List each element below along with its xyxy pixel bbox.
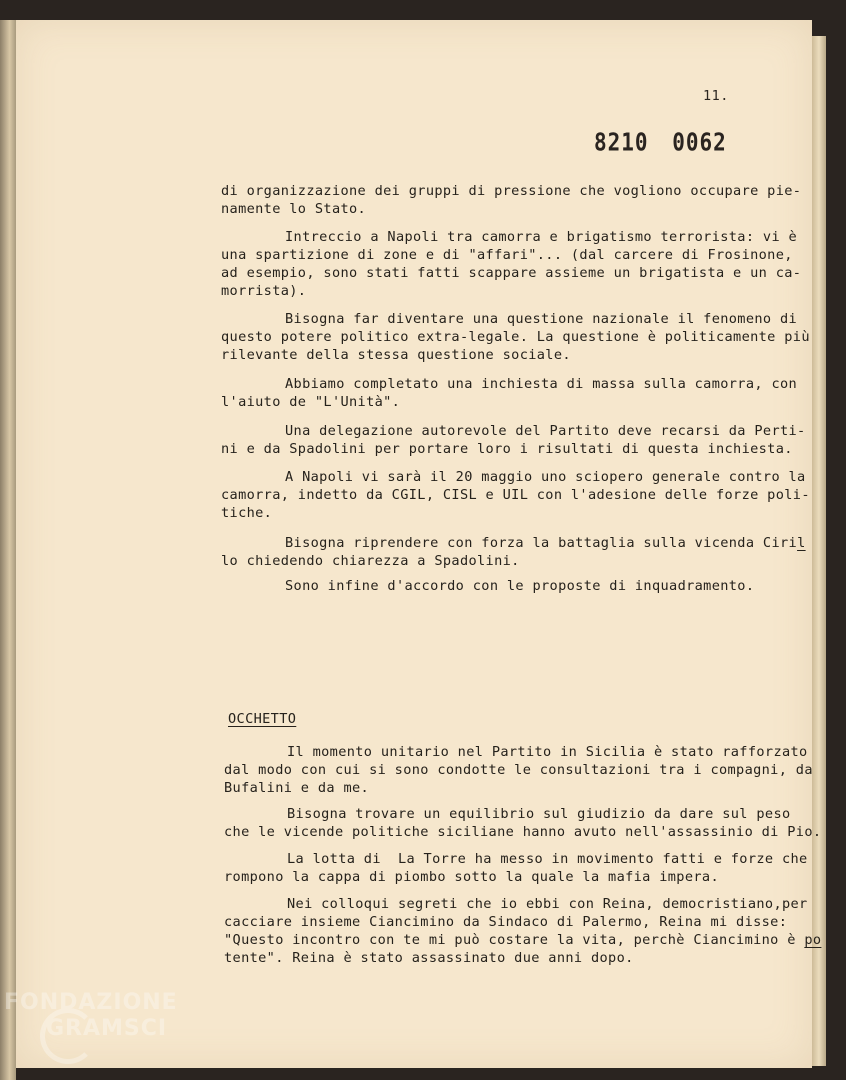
underlined-text: po <box>804 932 822 948</box>
text-line: Nei colloqui segreti che io ebbi con Reina, democristiano,per <box>287 896 808 912</box>
text-line: camorra, indetto da CGIL, CISL e UIL con l'adesione delle forze poli- <box>221 487 810 503</box>
text-line: tiche. <box>221 505 273 521</box>
text-line: lo chiedendo chiarezza a Spadolini. <box>221 553 520 569</box>
text-line: Il momento unitario nel Partito in Sicilia è stato rafforzato <box>287 744 808 760</box>
text-line: Sono infine d'accordo con le proposte di inquadramento. <box>285 578 755 594</box>
text-line: Bisogna trovare un equilibrio sul giudizio da dare sul peso <box>287 806 791 822</box>
page-edge-left <box>0 20 16 1080</box>
text-line: Una delegazione autorevole del Partito deve recarsi da Perti- <box>285 423 806 439</box>
text-line: Abbiamo completato una inchiesta di massa sulla camorra, con <box>285 376 798 392</box>
text-line: namente lo Stato. <box>221 201 367 217</box>
text-line: ni e da Spadolini per portare loro i risultati di questa inchiesta. <box>221 441 793 457</box>
text-line: questo potere politico extra-legale. La questione è politicamente più <box>221 329 810 345</box>
fondazione-gramsci-watermark <box>4 988 214 1068</box>
text-line: cacciare insieme Ciancimino da Sindaco di Palermo, Reina mi disse: <box>224 914 788 930</box>
text-line-main: "Questo incontro con te mi può costare la vita, perchè Ciancimino è <box>224 932 805 948</box>
watermark-line-1: FONDAZIONE <box>4 990 178 1015</box>
text-line <box>224 932 821 949</box>
text-line: morrista). <box>221 283 307 299</box>
underlined-text: l <box>797 535 806 551</box>
text-line: Bisogna far diventare una questione nazionale il fenomeno di <box>285 311 798 327</box>
speaker-heading: OCCHETTO <box>228 711 297 727</box>
archive-code-stamp: 8210 0062 <box>594 128 727 157</box>
text-line: dal modo con cui si sono condotte le consultazioni tra i compagni, da <box>224 762 813 778</box>
text-line: rilevante della stessa questione sociale. <box>221 347 571 363</box>
text-line: A Napoli vi sarà il 20 maggio uno sciopero generale contro la <box>285 469 806 485</box>
text-line: La lotta di La Torre ha messo in movimento fatti e forze che <box>287 851 808 867</box>
text-line <box>285 535 806 552</box>
text-line: Intreccio a Napoli tra camorra e brigatismo terrorista: vi è <box>285 229 798 245</box>
text-line: ad esempio, sono stati fatti scappare assieme un brigatista e un ca- <box>221 265 802 281</box>
page-edge-right <box>812 36 826 1066</box>
text-line: l'aiuto de "L'Unità". <box>221 394 401 410</box>
page-number: 11. <box>703 88 729 104</box>
text-line: una spartizione di zone e di "affari"... (dal carcere di Frosinone, <box>221 247 793 263</box>
watermark-line-2: GRAMSCI <box>46 1016 168 1041</box>
text-line: di organizzazione dei gruppi di pressione che vogliono occupare pie- <box>221 183 802 199</box>
text-line: che le vicende politiche siciliane hanno avuto nell'assassinio di Pio. <box>224 824 822 840</box>
text-line: tente". Reina è stato assassinato due anni dopo. <box>224 950 634 966</box>
text-line: Bufalini e da me. <box>224 780 370 796</box>
text-line: rompono la cappa di piombo sotto la quale la mafia impera. <box>224 869 719 885</box>
text-line-main: Bisogna riprendere con forza la battaglia sulla vicenda Ciri <box>285 535 798 551</box>
